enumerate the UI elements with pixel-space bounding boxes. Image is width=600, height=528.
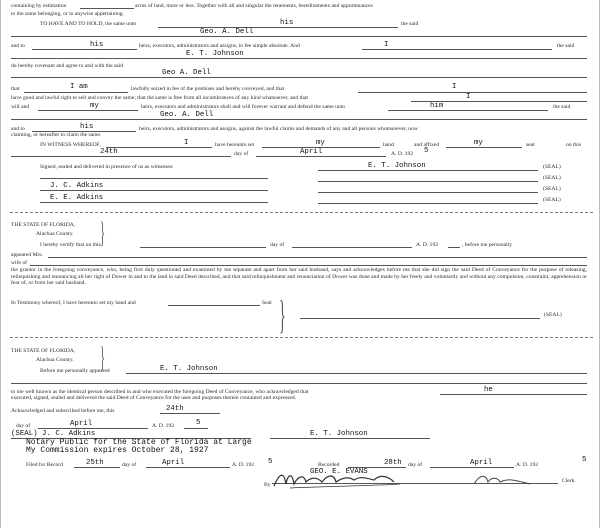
text-line: wife of <box>11 260 27 266</box>
clerk-label: Clerk. <box>562 478 576 484</box>
typed-value: 5 <box>196 419 201 427</box>
blank-line <box>388 110 548 111</box>
text-line: Signed, sealed and delivered in presence of us as witnesses: <box>40 164 174 170</box>
text-line: , before me personally <box>462 242 513 248</box>
text-line: day of <box>408 462 423 468</box>
blank-line <box>140 247 266 248</box>
seal-label: (SEAL) <box>543 197 561 203</box>
text-line: day of <box>234 151 249 157</box>
text-line: day of <box>16 423 31 429</box>
text-line: I hereby certify that on this <box>40 242 101 248</box>
notary-signature: (SEAL) J. C. Adkins <box>11 430 96 438</box>
blank-line <box>24 92 128 93</box>
text-line: heirs, executors and administrators shall and will forever warrant and defend the same unto <box>141 104 346 110</box>
blank-line <box>38 428 148 429</box>
typed-value: 5 <box>424 147 429 155</box>
blank-line <box>448 247 460 248</box>
grantee-name: Geo A. Dell <box>162 69 211 77</box>
handwritten-signature <box>270 468 470 492</box>
bracket: } <box>100 216 106 249</box>
typed-value: April <box>70 420 93 428</box>
notary-title: Notary Public for the State of Florida at Large <box>26 438 252 447</box>
page-edge-left <box>0 0 1 528</box>
blank-line <box>48 257 587 258</box>
grantor-name: E. T. Johnson <box>160 365 218 373</box>
blank-line <box>80 8 134 9</box>
typed-value: my <box>316 139 325 147</box>
blank-line <box>74 467 120 468</box>
typed-value: 28th <box>384 459 402 467</box>
witness-signature: E. E. Adkins <box>50 194 104 202</box>
text-line: Recorded <box>318 462 340 468</box>
text-line: acres of land, more or less. Together with all and singular the tenements, hereditaments and appurtenances <box>135 3 373 9</box>
blank-line <box>256 156 386 157</box>
signature-line <box>40 202 268 203</box>
text-line: appeared Mrs. <box>11 252 43 258</box>
text-line: and to <box>11 126 25 132</box>
text-line: executed, signed, sealed and delivered the said Deed of Conveyance for the uses and purposes therein contained and expressed. <box>11 395 297 401</box>
signature-line <box>40 190 268 191</box>
text-line: day of <box>270 242 285 248</box>
bracket: } <box>100 341 106 374</box>
seal-label: (SEAL) <box>544 312 562 318</box>
blank-line <box>11 58 587 59</box>
blank-line <box>440 394 587 395</box>
dower-paragraph: the grantor in the foregoing conveyance, who, being first duly questioned and examined by me separate and apart from her said husband, says and acknowledges before me that she did sign the said Deed of Conveyance for the purpose of releasing, relinquishing and renouncing all her right of Dower in and to the land in said Deed described, and that said relinquishment and renunciation of Dower was done and made by her freely and voluntarily and without any compulsion, constraint, apprehension or fear of, or from her said husband. <box>11 267 587 287</box>
typed-value: my <box>474 139 483 147</box>
grantee-name: Geo. A. Dell <box>200 28 254 36</box>
text-line: Before me personally appeared <box>40 368 110 374</box>
text-line: and affixed <box>414 142 440 148</box>
text-line: heirs, executors, administrators and assigns, in fee simple absolute. And <box>139 43 300 49</box>
blank-line <box>446 147 522 148</box>
section-divider <box>10 212 593 213</box>
text-line: have hereunto set <box>215 142 255 148</box>
bracket: } <box>279 292 286 337</box>
typed-value: him <box>430 102 444 110</box>
commission-expiry: My Commission expires October 28, 1927 <box>26 446 209 455</box>
blank-line <box>158 27 398 28</box>
text-line: A. D. 192 <box>232 462 255 468</box>
blank-line <box>168 305 260 306</box>
blank-line <box>184 428 208 429</box>
signature-line <box>318 203 538 204</box>
typed-value: I <box>384 41 389 49</box>
blank-line <box>11 156 231 157</box>
typed-value: 24th <box>100 148 118 156</box>
blank-line <box>292 247 412 248</box>
text-line: hand <box>383 142 394 148</box>
typed-value: he <box>484 386 493 394</box>
text-line: A. D. 192 <box>516 462 539 468</box>
text-line: to the same belonging, or in anywise appertaining. <box>11 11 124 17</box>
text-line: that <box>11 86 20 92</box>
text-line: lawfully seized in fee of the premises and hereby conveyed, and that <box>131 86 285 92</box>
signature-line <box>318 181 538 182</box>
text-line: claiming, or hereafter to claim the same. <box>11 132 102 138</box>
blank-line <box>11 383 587 384</box>
signature-line <box>40 178 268 179</box>
blank-line <box>362 49 552 50</box>
text-line: to me well known as the identical person described in and who executed the foregoing Deed of Conveyance, who acknowledged that <box>11 389 309 395</box>
blank-line <box>126 373 587 374</box>
clerk-name: GEO. E. EVANS <box>310 468 368 476</box>
blank-line <box>38 110 138 111</box>
text-line: the said <box>557 43 575 49</box>
typed-value: April <box>162 459 185 467</box>
typed-value: I <box>466 93 471 101</box>
typed-value: I <box>452 83 457 91</box>
section-divider <box>10 337 593 338</box>
text-line: In Testimony whereof, I have hereunto set my hand and <box>11 300 136 306</box>
typed-value: 5 <box>582 456 587 464</box>
text-line: day of <box>122 462 137 468</box>
blank-line <box>30 265 587 266</box>
text-line: A. D. 192 <box>391 151 414 157</box>
text-line: Filed for Record <box>26 462 63 468</box>
text-line: A. D. 192 <box>416 242 439 248</box>
blank-line <box>32 49 137 50</box>
handwritten-scribble <box>470 472 540 488</box>
grantor-signature: E. T. Johnson <box>310 430 368 438</box>
state-heading: THE STATE OF FLORIDA, <box>11 348 76 354</box>
typed-value: his <box>280 19 294 27</box>
county-heading: Alachua County. <box>36 231 74 237</box>
grantor-name: E. T. Johnson <box>186 50 244 58</box>
seal-label: (SEAL) <box>543 164 561 170</box>
signature-line <box>318 192 538 193</box>
typed-value: his <box>80 123 94 131</box>
typed-value: 25th <box>86 459 104 467</box>
text-line: A. D. 192 <box>152 423 175 429</box>
text-line: Acknowledged and subscribed before me, this <box>11 408 115 414</box>
blank-line <box>11 119 587 120</box>
blank-line <box>106 147 212 148</box>
signature-line <box>270 438 430 439</box>
seal-label: (SEAL) <box>543 175 561 181</box>
typed-value: his <box>90 41 104 49</box>
text-line: containing by estimation <box>11 3 67 9</box>
witness-signature: J. C. Adkins <box>50 182 104 190</box>
blank-line <box>146 467 230 468</box>
typed-value: 24th <box>166 405 184 413</box>
text-line: do hereby covenant and agree to and with the said <box>11 63 123 69</box>
text-line: heirs, executors, administrators and assigns, against the lawful claims and demands of any and all persons whomsoever, now <box>139 126 418 132</box>
blank-line <box>11 36 587 37</box>
text-line: TO HAVE AND TO HOLD, the same unto <box>40 21 137 27</box>
text-line: Seal <box>262 300 272 306</box>
typed-value: 5 <box>268 458 273 466</box>
blank-line <box>160 413 220 414</box>
text-line: will and <box>11 104 30 110</box>
typed-value: my <box>90 102 99 110</box>
grantee-name: Geo. A. Dell <box>160 111 214 119</box>
by-label: By <box>264 482 271 488</box>
text-line: the said <box>401 21 419 27</box>
blank-line <box>358 92 587 93</box>
state-heading: THE STATE OF FLORIDA, <box>11 222 76 228</box>
county-heading: Alachua County. <box>36 357 74 363</box>
blank-line <box>11 77 587 78</box>
typed-value: I <box>184 139 189 147</box>
typed-value: April <box>470 459 493 467</box>
text-line: the said <box>553 104 571 110</box>
text-line: seal <box>526 142 535 148</box>
text-line: and to <box>11 43 25 49</box>
typed-value: April <box>300 148 323 156</box>
typed-value: I am <box>70 83 88 91</box>
text-line: have good and lawful right to sell and convey the same; that the same is free from all incumbrances of any kind whatsoever, and that <box>11 95 308 101</box>
grantor-signature: E. T. Johnson <box>368 162 426 170</box>
text-line: on this <box>566 142 582 148</box>
text-line: IN WITNESS WHEREOF, <box>40 142 101 148</box>
signature-line <box>300 318 540 319</box>
signature-line <box>318 170 538 171</box>
seal-label: (SEAL) <box>543 186 561 192</box>
